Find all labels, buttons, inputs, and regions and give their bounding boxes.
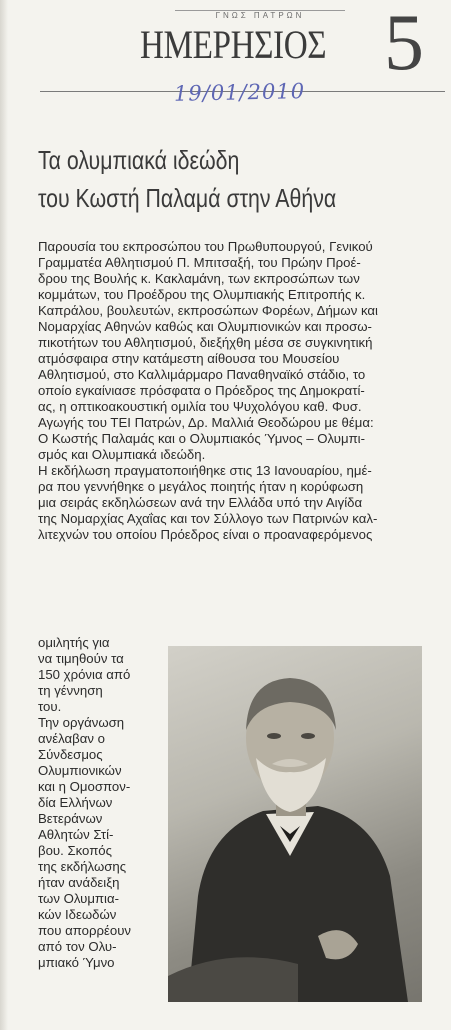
article-body: [38, 239, 448, 543]
column-line: Σύνδεσμος: [38, 747, 103, 762]
column-line: ανέλαβαν ο: [38, 731, 105, 746]
column-line: κών Ιδεωδών: [38, 907, 117, 922]
column-line: ομιλητής για: [38, 635, 110, 650]
column-line: της εκδήλωσης: [38, 859, 127, 874]
body-line: ρα που γεννήθηκε ο μεγάλος ποιητής ήταν η κορύφωση: [38, 479, 364, 494]
column-line: μπιακό Ύμνο: [38, 955, 115, 970]
body-line: Καπράλου, βουλευτών, εκπροσώπων Φορέων, Δήμων και: [38, 303, 378, 318]
column-line: Ολυμπιονικών: [38, 763, 122, 778]
column-line: να τιμηθούν τα: [38, 651, 124, 666]
column-line: Αθλητών Στί-: [38, 827, 114, 842]
headline-line: Τα ολυμπιακά ιδεώδη: [38, 145, 240, 175]
body-line: της Νομαρχίας Αχαΐας και τον Σύλλογο των Πατρινών καλ-: [38, 511, 378, 526]
column-line: του.: [38, 699, 62, 714]
headline-line: του Κωστή Παλαμά στην Αθήνα: [38, 183, 337, 213]
portrait-photo: [168, 646, 422, 1002]
newspaper-name: ΗΜΕΡΗΣΙΟΣ: [140, 22, 327, 67]
paper-edge-shadow: [0, 0, 8, 1030]
article-headline: [38, 142, 374, 226]
page-number: 5: [384, 0, 424, 87]
body-line: Νομαρχίας Αθηνών καθώς και Ολυμπιονικών και προσω-: [38, 319, 372, 334]
body-line: σμός και Ολυμπιακά ιδεώδη.: [38, 447, 206, 462]
body-line: κομμάτων, του Προέδρου της Ολυμπιακής Επιτροπής κ.: [38, 287, 366, 302]
body-line: ατμόσφαιρα στην κατάμεστη αίθουσα του Μουσείου: [38, 351, 340, 366]
masthead-kicker: ΓΝΩΣ ΠΑΤΡΩΝ: [175, 10, 345, 21]
portrait-illustration: [168, 646, 422, 1002]
body-line: Ο Κωστής Παλαμάς και ο Ολυμπιακός Ύμνος – Ολυμπι-: [38, 431, 366, 446]
body-line: ας, η οπτικοακουστική ομιλία του Ψυχολόγου καθ. Φυσ.: [38, 399, 362, 414]
column-line: που απορρέουν: [38, 923, 132, 938]
body-line: Αγωγής του ΤΕΙ Πατρών, Δρ. Μαλλιά Θεοδώρου με θέμα:: [38, 415, 374, 430]
body-line: πικοτήτων του Αθλητισμού, διεξήχθη μέσα σε συγκινητική: [38, 335, 373, 350]
column-line: των Ολυμπια-: [38, 891, 119, 906]
body-line: οποίο εγκαίνιασε πρόσφατα ο Πρόεδρος της Δημοκρατί-: [38, 383, 365, 398]
body-line: Γραμματέα Αθλητισμού Π. Μπιτσαξή, του Πρώην Προέ-: [38, 255, 361, 270]
body-line: Η εκδήλωση πραγματοποιήθηκε στις 13 Ιανουαρίου, ημέ-: [38, 463, 372, 478]
handwritten-date: 19/01/2010: [173, 79, 306, 106]
body-line: Παρουσία του εκπροσώπου του Πρωθυπουργού, Γενικού: [38, 239, 373, 254]
column-line: από τον Ολυ-: [38, 939, 117, 954]
body-line: Αθλητισμού, στο Καλλιμάρμαρο Παναθηναϊκό στάδιο, το: [38, 367, 366, 382]
column-line: βου. Σκοπός: [38, 843, 112, 858]
column-line: Την οργάνωση: [38, 715, 125, 730]
column-line: τη γέννηση: [38, 683, 103, 698]
body-line: λιτεχνών του οποίου Πρόεδρος είναι ο προαναφερόμενος: [38, 527, 373, 542]
column-line: Βετεράνων: [38, 811, 103, 826]
body-line: δρου της Βουλής κ. Κακλαμάνη, των εκπροσώπων των: [38, 271, 360, 286]
body-line: μια σειράς εκδηλώσεων ανά την Ελλάδα υπό την Αιγίδα: [38, 495, 363, 510]
column-line: ήταν ανάδειξη: [38, 875, 120, 890]
column-line: και η Ομοσπον-: [38, 779, 131, 794]
column-line: 150 χρόνια από: [38, 667, 131, 682]
column-line: δία Ελλήνων: [38, 795, 113, 810]
article-column: [38, 635, 162, 971]
